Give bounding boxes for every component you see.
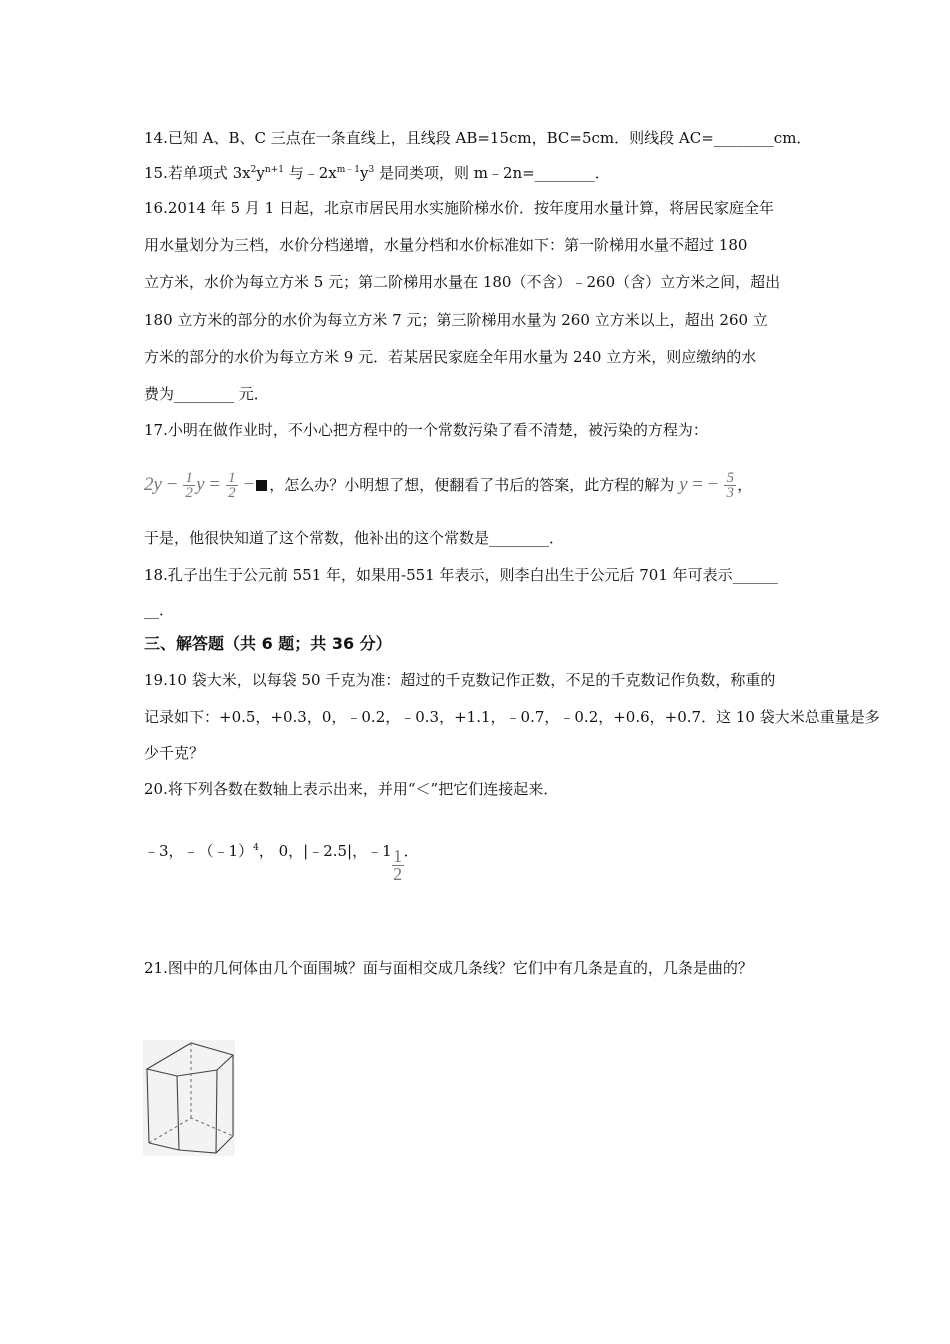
- bottom-visible-edges: [149, 1136, 233, 1153]
- question-18-line-2: __．: [144, 601, 175, 619]
- question-19-line-2: 记录如下：+0.5，+0.3，0，﹣0.2，﹣0.3，+1.1，﹣0.7，﹣0.2，+0.6，+0.7．这 10 袋大米总重量是多: [144, 708, 880, 726]
- question-18-line-1: 18.孔子出生于公元前 551 年，如果用-551 年表示，则李白出生于公元后 701 年可表示______: [144, 566, 778, 584]
- fraction-one-half: $\frac{1}{2}$: [393, 846, 403, 884]
- top-face-edges: [147, 1043, 233, 1076]
- question-20-numbers: ﹣3，﹣（﹣1）$^4$， 0，|﹣2.5|，﹣1 $\frac{1}{2}$ ．: [144, 842, 419, 884]
- question-21: 21.图中的几何体由几个面围城？面与面相交成几条线？它们中有几条是直的，几条是曲的？: [144, 959, 753, 977]
- question-16-line-3: 立方米，水价为每立方米 5 元；第二阶梯用水量在 180（不含）﹣260（含）立方米之间，超出: [144, 273, 781, 291]
- question-19-line-1: 19.10 袋大米，以每袋 50 千克为准：超过的千克数记作正数，不足的千克数记作负数，称重的: [144, 671, 776, 689]
- polluted-equation: 2y − $\frac{1}{2}$ y = $\frac{1}{2}$ −: [144, 470, 255, 502]
- question-14: 14.已知 A、B、C 三点在一条直线上，且线段 AB=15cm，BC=5cm．则线段 AC=________cm．: [144, 129, 812, 147]
- question-20-line-1: 20.将下列各数在数轴上表示出来，并用“＜”把它们连接起来．: [144, 780, 559, 798]
- question-19-line-3: 少千克？: [144, 744, 205, 762]
- left-vertical-edge: [147, 1069, 149, 1143]
- question-16-line-2: 用水量划分为三档，水价分档递增，水量分档和水价标准如下：第一阶梯用水量不超过 180: [144, 236, 748, 254]
- ink-blot-square: [256, 480, 267, 491]
- question-17-line-3: 于是，他很快知道了这个常数，他补出的这个常数是________．: [144, 529, 565, 547]
- solution-expression: y = − $\frac{5}{3}$: [679, 474, 737, 495]
- question-17-equation-line: 2y − $\frac{1}{2}$ y = $\frac{1}{2}$ − ，怎么办？小明想了想，便翻看了书后的答案，此方程的解为 y = − $\frac{5}{3}$ ，: [144, 470, 753, 502]
- section-three-heading: 三、解答题（共 6 题；共 36 分）: [144, 634, 392, 653]
- hidden-bottom-edges: [149, 1118, 233, 1143]
- question-16-line-4: 180 立方米的部分的水价为每立方米 7 元；第三阶梯用水量为 260 立方米以上，超出 260 立: [144, 311, 768, 329]
- right-front-vertical-edge: [216, 1070, 217, 1153]
- question-16-line-1: 16.2014 年 5 月 1 日起，北京市居民用水实施阶梯水价．按年度用水量计算，将居民家庭全年: [144, 199, 774, 217]
- question-16-line-6: 费为________ 元．: [144, 385, 269, 403]
- question-15: 15.若单项式 $3x^2y^{n+1}$ 与$﹣2x^{m﹣1}y^3$ 是同类项，则 m﹣2n=________．: [144, 164, 610, 182]
- prism-drawing: [143, 1040, 235, 1156]
- pentagonal-prism-figure: [143, 1040, 235, 1156]
- front-vertical-edge: [177, 1076, 179, 1150]
- question-17-line-1: 17.小明在做作业时，不小心把方程中的一个常数污染了看不清楚，被污染的方程为：: [144, 421, 708, 439]
- question-16-line-5: 方米的部分的水价为每立方米 9 元．若某居民家庭全年用水量为 240 立方米，则应缴纳的水: [144, 348, 757, 366]
